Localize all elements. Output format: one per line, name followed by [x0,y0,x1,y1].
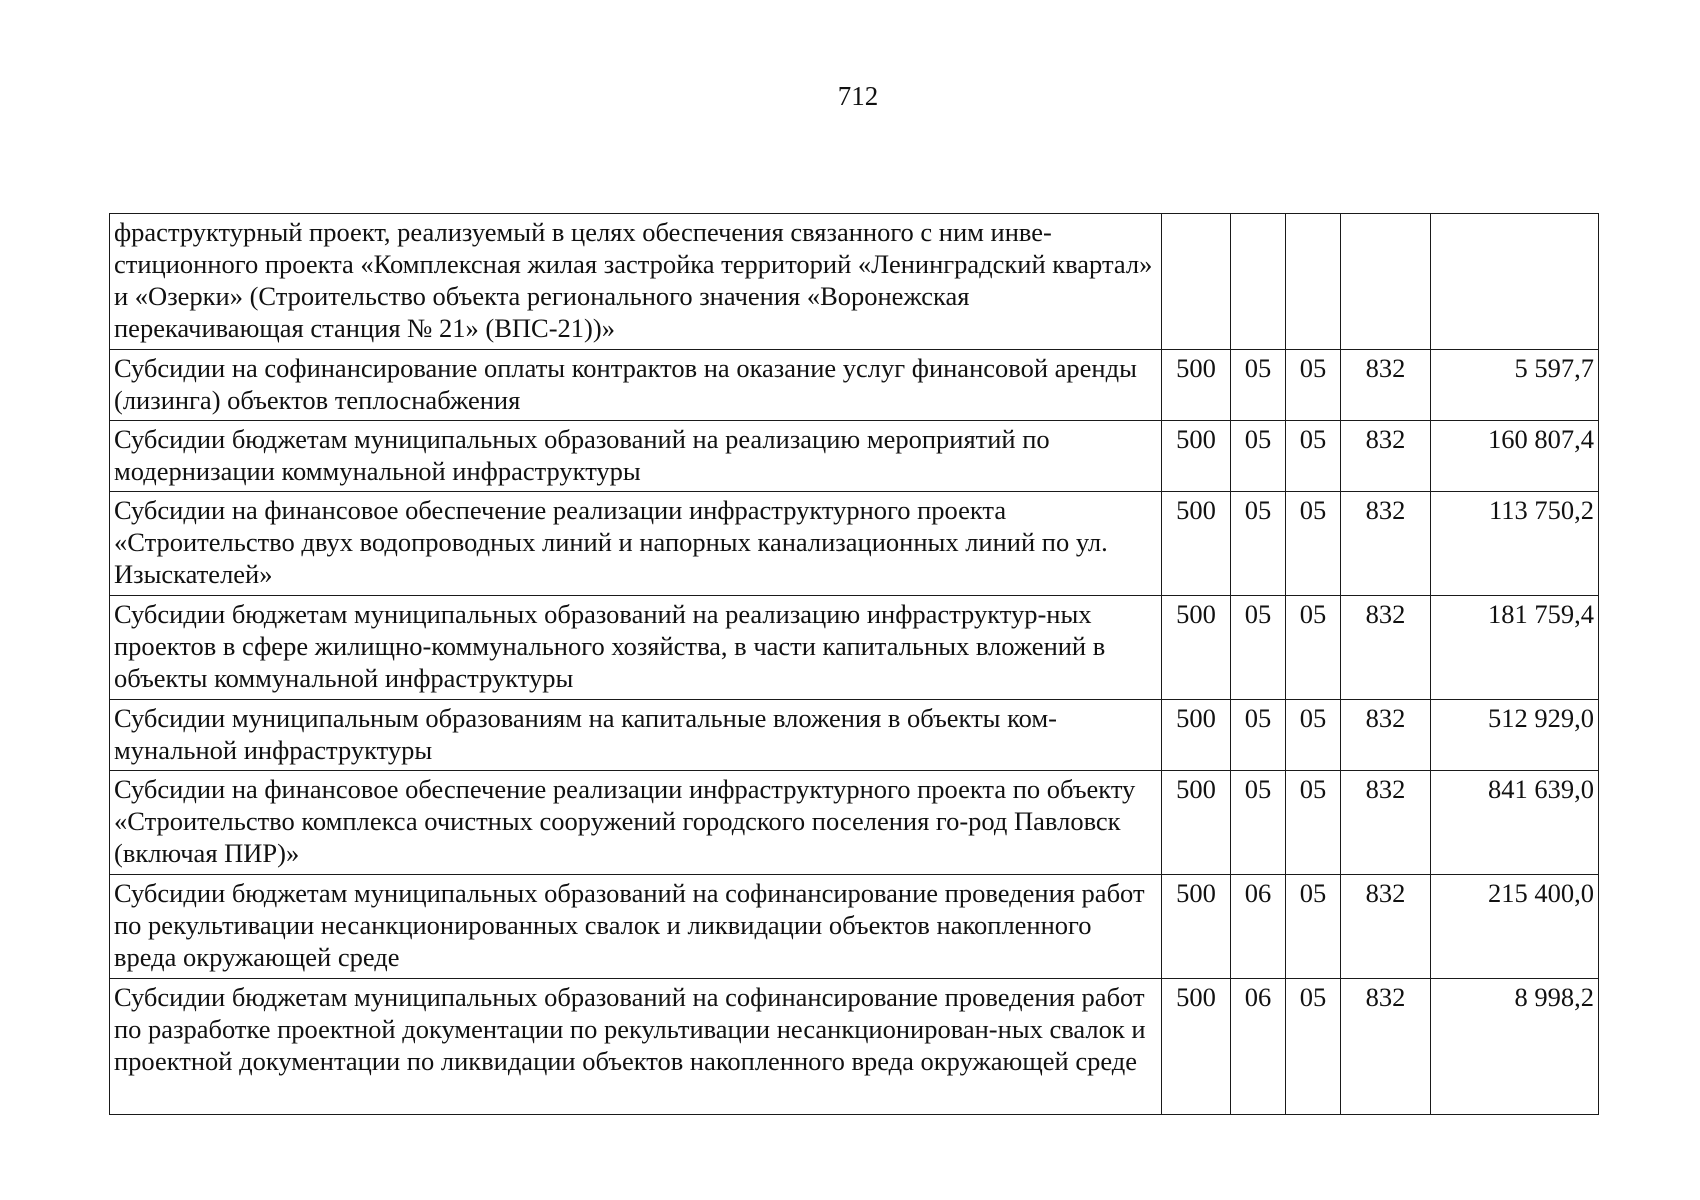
row-description: Субсидии на финансовое обеспечение реализации инфраструктурного проекта по объекту «Строительство комплекса очистных сооружений городского поселения го-род Павловск (включая ПИР)» [110,771,1162,875]
code-1-cell: 500 [1162,979,1231,1115]
code-1-cell: 500 [1162,875,1231,979]
code-1-cell [1162,214,1231,350]
amount-cell: 841 639,0 [1431,771,1599,875]
row-description: Субсидии бюджетам муниципальных образований на реализацию мероприятий по модернизации коммунальной инфраструктуры [110,421,1162,492]
row-description: Субсидии на финансовое обеспечение реализации инфраструктурного проекта «Строительство двух водопроводных линий и напорных канализационных линий по ул. Изыскателей» [110,492,1162,596]
row-description: Субсидии бюджетам муниципальных образований на софинансирование проведения работ по рекультивации несанкционированных свалок и ликвидации объектов накопленного вреда окружающей среде [110,875,1162,979]
page-number: 712 [837,81,879,111]
budget-table [109,213,1599,1115]
code-4-cell: 832 [1341,350,1431,421]
amount-cell: 8 998,2 [1431,979,1599,1115]
code-1-cell: 500 [1162,596,1231,700]
table-row [110,700,1599,771]
code-2-cell: 06 [1231,875,1286,979]
amount-cell: 160 807,4 [1431,421,1599,492]
code-1-cell: 500 [1162,421,1231,492]
code-2-cell: 05 [1231,492,1286,596]
amount-cell: 512 929,0 [1431,700,1599,771]
amount-cell: 181 759,4 [1431,596,1599,700]
code-3-cell: 05 [1286,350,1341,421]
code-4-cell: 832 [1341,875,1431,979]
table-row [110,875,1599,979]
code-1-cell: 500 [1162,771,1231,875]
code-4-cell: 832 [1341,492,1431,596]
table-row [110,771,1599,875]
code-4-cell [1341,214,1431,350]
code-4-cell: 832 [1341,421,1431,492]
table-row [110,596,1599,700]
amount-cell [1431,214,1599,350]
code-4-cell: 832 [1341,596,1431,700]
code-3-cell: 05 [1286,979,1341,1115]
code-2-cell: 05 [1231,771,1286,875]
row-description: Субсидии на софинансирование оплаты контрактов на оказание услуг финансовой аренды (лизинга) объектов теплоснабжения [110,350,1162,421]
table-row [110,421,1599,492]
code-3-cell: 05 [1286,421,1341,492]
code-2-cell: 05 [1231,596,1286,700]
code-4-cell: 832 [1341,979,1431,1115]
code-1-cell: 500 [1162,350,1231,421]
row-description: Субсидии бюджетам муниципальных образований на реализацию инфраструктур-ных проектов в сфере жилищно-коммунального хозяйства, в части капитальных вложений в объекты коммунальной инфраструктуры [110,596,1162,700]
code-2-cell: 06 [1231,979,1286,1115]
code-3-cell: 05 [1286,771,1341,875]
code-3-cell: 05 [1286,492,1341,596]
code-2-cell: 05 [1231,350,1286,421]
row-description: фраструктурный проект, реализуемый в целях обеспечения связанного с ним инве-стиционного проекта «Комплексная жилая застройка территорий «Ленинградский квартал» и «Озерки» (Строительство объекта регионального значения «Воронежская перекачивающая станция № 21» (ВПС-21))» [110,214,1162,350]
table-row [110,350,1599,421]
code-1-cell: 500 [1162,700,1231,771]
amount-cell: 215 400,0 [1431,875,1599,979]
table-row [110,979,1599,1115]
code-3-cell: 05 [1286,596,1341,700]
code-2-cell: 05 [1231,700,1286,771]
code-4-cell: 832 [1341,700,1431,771]
table-row [110,214,1599,350]
row-description: Субсидии бюджетам муниципальных образований на софинансирование проведения работ по разработке проектной документации по рекультивации несанкционирован-ных свалок и проектной документации по ликвидации объектов накопленного вреда окружающей среде [110,979,1162,1115]
amount-cell: 5 597,7 [1431,350,1599,421]
code-3-cell: 05 [1286,875,1341,979]
code-1-cell: 500 [1162,492,1231,596]
code-2-cell [1231,214,1286,350]
row-description: Субсидии муниципальным образованиям на капитальные вложения в объекты ком-мунальной инфраструктуры [110,700,1162,771]
amount-cell: 113 750,2 [1431,492,1599,596]
code-3-cell: 05 [1286,700,1341,771]
code-2-cell: 05 [1231,421,1286,492]
table-row [110,492,1599,596]
code-3-cell [1286,214,1341,350]
code-4-cell: 832 [1341,771,1431,875]
